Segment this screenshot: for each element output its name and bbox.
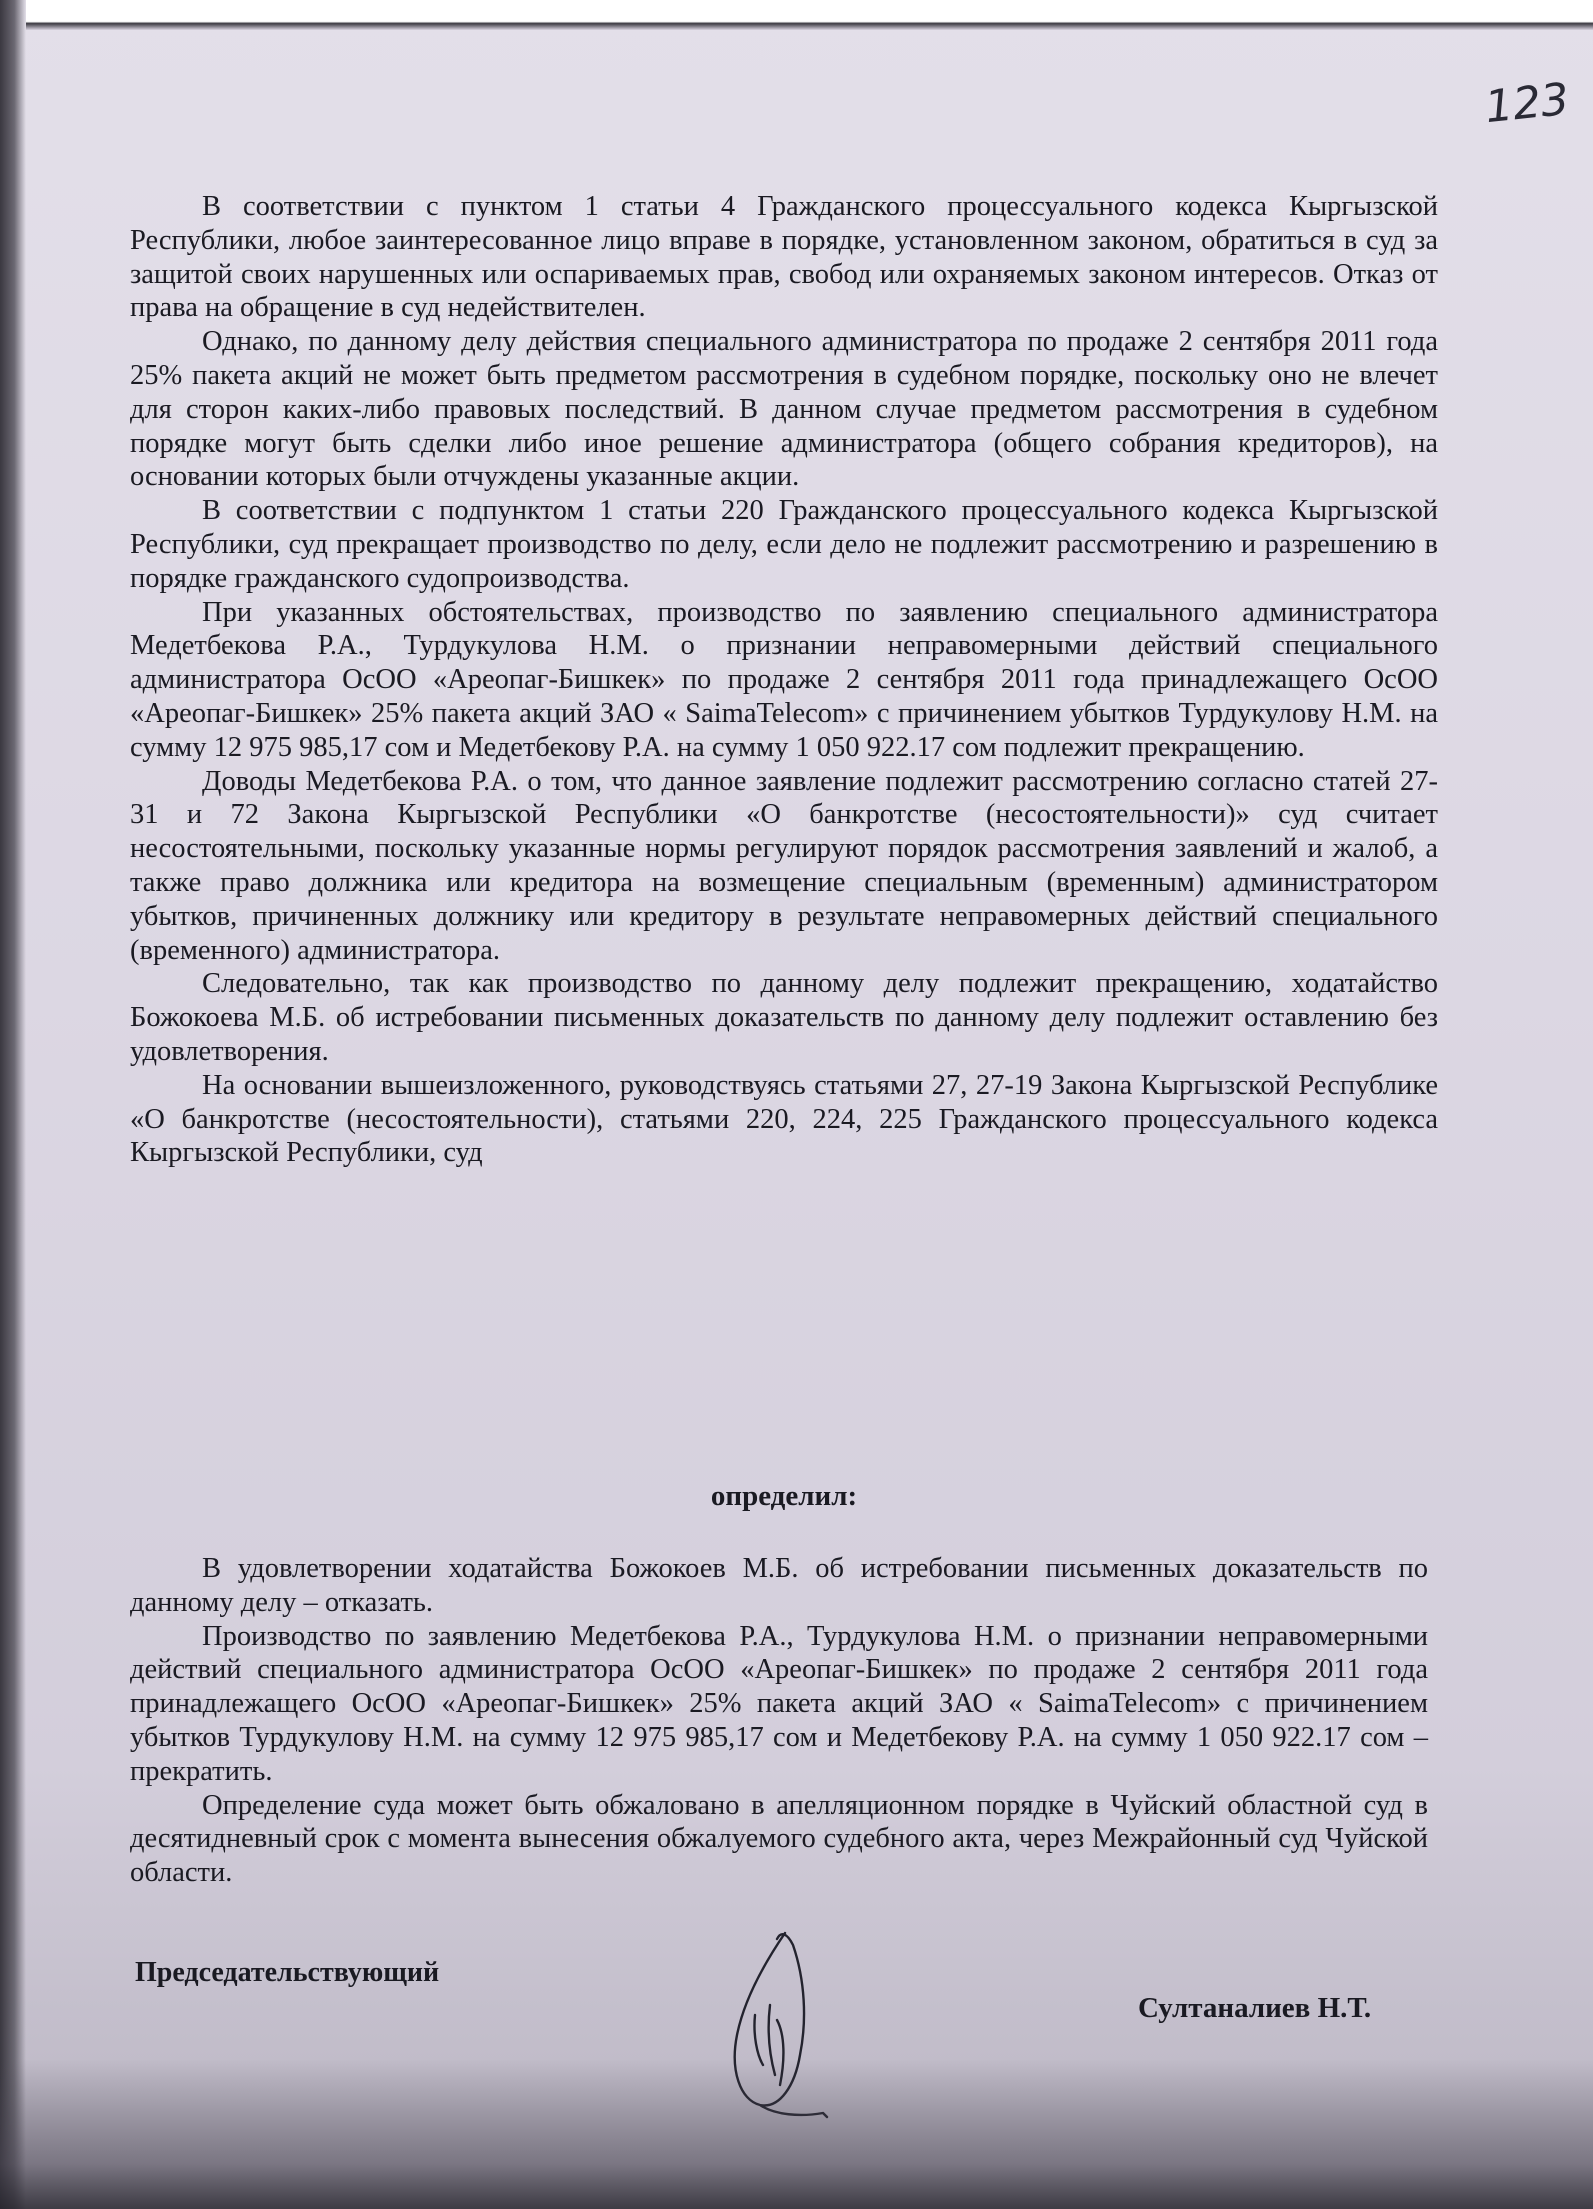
body-text: [130, 190, 1438, 1170]
decision-paragraph: В удовлетворении ходатайства Божокоев М.Б. об истребовании письменных доказательств по данному делу – отказать.: [130, 1553, 1428, 1618]
paragraph: В соответствии с пунктом 1 статьи 4 Гражданского процессуального кодекса Кыргызской Республики, любое заинтересованное лицо вправе в порядке, установленном законом, обратиться в суд за защитой своих нарушенных или оспариваемых прав, свобод или охраняемых законом интересов. Отказ от права на обращение в суд недействителен.: [130, 191, 1438, 324]
paragraph: Доводы Медетбекова Р.А. о том, что данное заявление подлежит рассмотрению согласно статей 27-31 и 72 Закона Кыргызской Республики «О банкротстве (несостоятельности)» суд считает несостоятельными, поскольку указанные нормы регулируют порядок рассмотрения заявлений и жалоб, а также право должника или кредитора на возмещение специальным (временным) администратором убытков, причиненных должнику или кредитору в результате неправомерных действий специального (временного) администратора.: [130, 765, 1438, 966]
binding-edge: [0, 0, 26, 2209]
handwritten-page-number: 123: [1482, 73, 1572, 134]
paragraph: В соответствии с подпунктом 1 статьи 220 Гражданского процессуального кодекса Кыргызской Республики, суд прекращает производство по делу, если дело не подлежит рассмотрению и разрешению в порядке гражданского судопроизводства.: [130, 495, 1438, 594]
paragraph: При указанных обстоятельствах, производство по заявлению специального администратора Медетбекова Р.А., Турдукулова Н.М. о признании неправомерными действий специального администратора ОсОО «Ареопаг-Бишкек» по продаже 2 сентября 2011 года принадлежащего ОсОО «Ареопаг-Бишкек» 25% пакета акций ЗАО « SaimaTelecom» с причинением убытков Турдукулову Н.М. на сумму 12 975 985,17 сом и Медетбекову Р.А. на сумму 1 050 922.17 сом подлежит прекращению.: [130, 596, 1438, 763]
top-edge: [26, 0, 1593, 30]
decision-paragraph: Определение суда может быть обжаловано в апелляционном порядке в Чуйский областной суд в десятидневный срок с момента вынесения обжалуемого судебного акта, через Межрайонный суд Чуйской области.: [130, 1789, 1428, 1889]
paragraph: На основании вышеизложенного, руководствуясь статьями 27, 27-19 Закона Кыргызской Республике «О банкротстве (несостоятельности), статьями 220, 224, 225 Гражданского процессуального кодекса Кыргызской Республики, суд: [130, 1069, 1438, 1169]
decision-text: [130, 1552, 1428, 1890]
presiding-judge-label: Председательствующий: [135, 1957, 440, 1988]
bottom-shadow: [0, 2059, 1593, 2209]
judge-name: Султаналиев Н.Т.: [1138, 1992, 1372, 2024]
ruling-heading: определил:: [710, 1480, 858, 1512]
paragraph: Следовательно, так как производство по данному делу подлежит прекращению, ходатайство Божокоева М.Б. об истребовании письменных доказательств по данному делу подлежит оставлению без удовлетворения.: [130, 968, 1438, 1067]
paragraph: Однако, по данному делу действия специального администратора по продаже 2 сентября 2011 года 25% пакета акций не может быть предметом рассмотрения в судебном порядке, поскольку оно не влечет для сторон каких-либо правовых последствий. В данном случае предметом рассмотрения в судебном порядке могут быть сделки либо иное решение администратора (общего собрания кредиторов), на основании которых были отчуждены указанные акции.: [130, 326, 1438, 493]
decision-paragraph: Производство по заявлению Медетбекова Р.А., Турдукулова Н.М. о признании неправомерными действий специального администратора ОсОО «Ареопаг-Бишкек» по продаже 2 сентября 2011 года принадлежащего ОсОО «Ареопаг-Бишкек» 25% пакета акций ЗАО « SaimaTelecom» с причинением убытков Турдукулову Н.М. на сумму 12 975 985,17 сом и Медетбекову Р.А. на сумму 1 050 922.17 сом – прекратить.: [130, 1620, 1428, 1787]
